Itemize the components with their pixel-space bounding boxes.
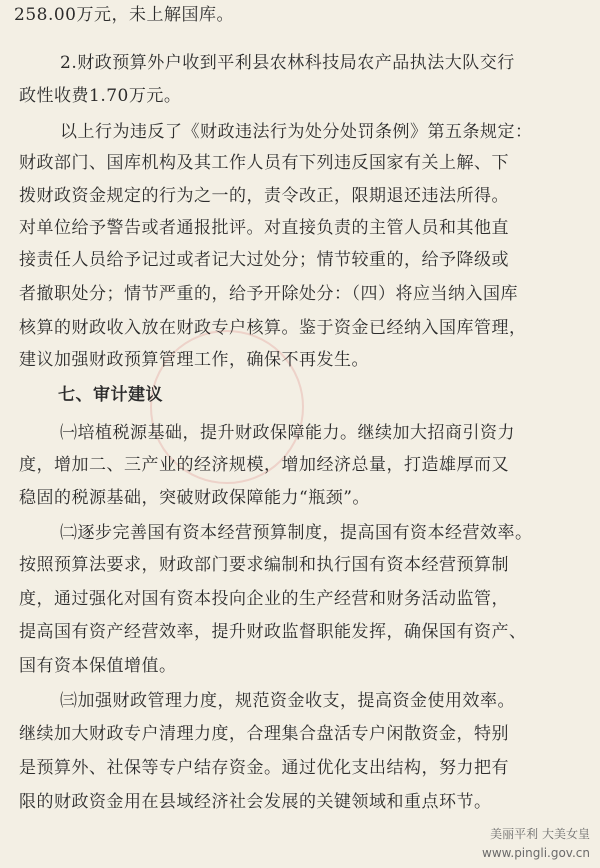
watermark-site-name: 美丽平利 大美女皇: [490, 827, 590, 841]
text-line: ㈢加强财政管理力度，规范资金收支，提高资金使用效率。: [60, 691, 515, 711]
text-line: 按照预算法要求，财政部门要求编制和执行国有资本经营预算制: [19, 555, 509, 575]
text-line: 者撤职处分；情节严重的，给予开除处分：（四）将应当纳入国库: [19, 284, 518, 304]
watermark-url: www.pingli.gov.cn: [482, 846, 590, 860]
text-line: 接责任人员给予记过或者记大过处分；情节较重的，给予降级或: [19, 250, 509, 270]
text-line: 提高国有资产经营效率，提升财政监督职能发挥，确保国有资产、: [19, 622, 527, 642]
text-line: 度，通过强化对国有资本投向企业的生产经营和财务活动监管，: [19, 589, 509, 609]
text-line: 国有资本保值增值。: [19, 656, 177, 676]
text-line: 建议加强财政预算管理工作，确保不再发生。: [19, 350, 369, 370]
text-line: 对单位给予警告或者通报批评。对直接负责的主管人员和其他直: [19, 218, 509, 238]
text-line: 度，增加二、三产业的经济规模，增加经济总量，打造雄厚而又: [19, 455, 509, 475]
text-line: ㈡逐步完善国有资本经营预算制度，提高国有资本经营效率。: [60, 523, 533, 543]
text-line: 财政部门、国库机构及其工作人员有下列违反国家有关上解、下: [19, 153, 509, 173]
text-line: 继续加大财政专户清理力度，合理集合盘活专户闲散资金，特别: [19, 724, 509, 744]
text-line: 政性收费1.70万元。: [19, 86, 182, 106]
text-line: 稳固的税源基础，突破财政保障能力“瓶颈”。: [19, 488, 370, 508]
text-line: 核算的财政收入放在财政专户核算。鉴于资金已经纳入国库管理，: [19, 318, 527, 338]
section-heading: 七、审计建议: [58, 385, 163, 405]
text-line: 拨财政资金规定的行为之一的，责令改正，限期退还违法所得。: [19, 186, 509, 206]
text-line: 以上行为违反了《财政违法行为处分处罚条例》第五条规定：: [60, 122, 533, 142]
text-line: 是预算外、社保等专户结存资金。通过优化支出结构，努力把有: [19, 758, 509, 778]
text-line: 限的财政资金用在县域经济社会发展的关键领域和重点环节。: [19, 792, 492, 812]
text-line: ㈠培植税源基础，提升财政保障能力。继续加大招商引资力: [60, 423, 515, 443]
text-line: 2.财政预算外户收到平利县农林科技局农产品执法大队交行: [60, 53, 515, 73]
text-line: 258.00万元，未上解国库。: [14, 5, 234, 25]
